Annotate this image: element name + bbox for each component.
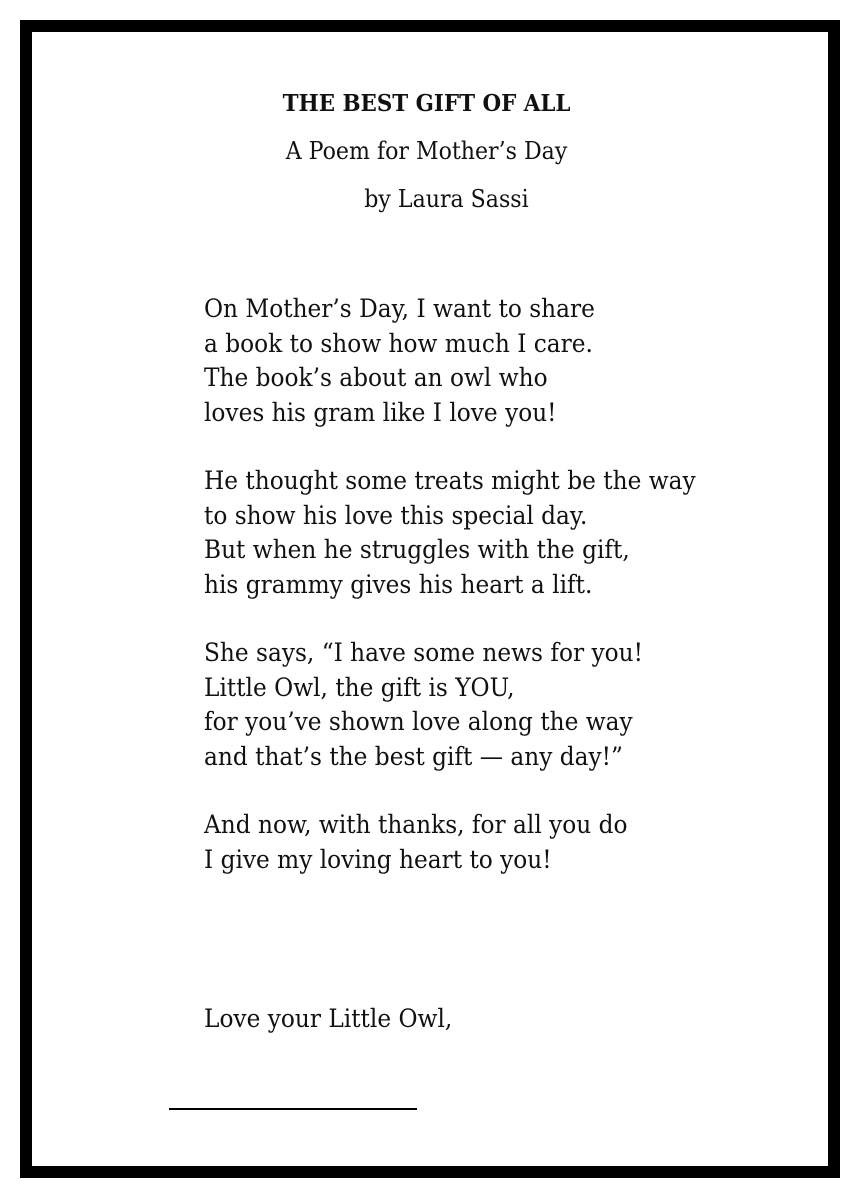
poem-line: a book to show how much I care. bbox=[204, 328, 593, 358]
poem-line: He thought some treats might be the way bbox=[204, 466, 696, 495]
poem-title: THE BEST GIFT OF ALL bbox=[282, 90, 571, 117]
stanza-2 bbox=[204, 464, 696, 602]
stanza-4 bbox=[204, 808, 696, 877]
poem-line: And now, with thanks, for all you do bbox=[204, 810, 628, 839]
poem-line: She says, “I have some news for you! bbox=[204, 638, 643, 667]
poem-line: But when he struggles with the gift, bbox=[204, 535, 630, 564]
poem-line: loves his gram like I love you! bbox=[204, 397, 557, 427]
poem-line: The book’s about an owl who bbox=[204, 363, 548, 392]
poem-line: I give my loving heart to you! bbox=[204, 844, 552, 874]
poem-line: for you’ve shown love along the way bbox=[204, 707, 633, 736]
poem-line: his grammy gives his heart a lift. bbox=[204, 569, 593, 599]
closing-salutation: Love your Little Owl, bbox=[204, 1004, 453, 1033]
poem-line: and that’s the best gift — any day!” bbox=[204, 741, 623, 771]
poem-author: by Laura Sassi bbox=[364, 185, 529, 213]
signature-line[interactable] bbox=[169, 1108, 417, 1110]
stanza-1 bbox=[204, 292, 696, 430]
stanza-3 bbox=[204, 636, 696, 774]
poem-line: On Mother’s Day, I want to share bbox=[204, 294, 595, 323]
poem-body bbox=[204, 292, 696, 911]
poem-line: Little Owl, the gift is YOU, bbox=[204, 672, 515, 702]
poem-subtitle: A Poem for Mother’s Day bbox=[285, 137, 568, 165]
poem-line: to show his love this special day. bbox=[204, 500, 588, 530]
